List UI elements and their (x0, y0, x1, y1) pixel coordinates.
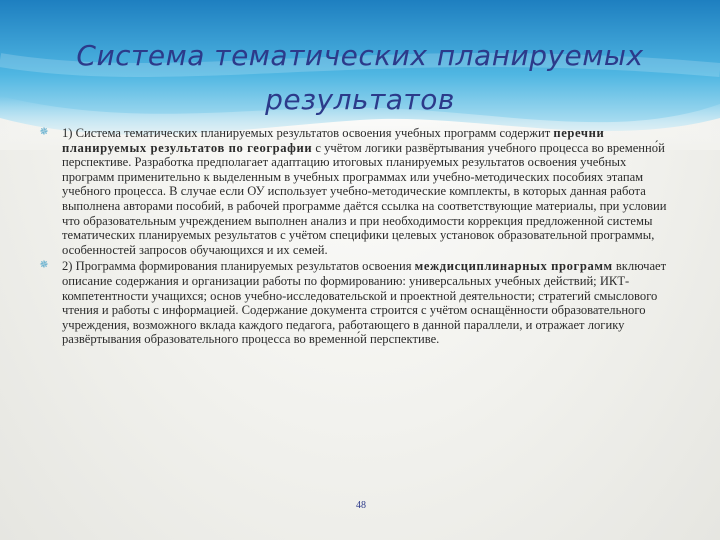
item-text-pre: 1) Система тематических планируемых результатов освоения учебных программ содержит (62, 126, 554, 140)
item-text-bold: междисциплинарных программ (414, 259, 613, 274)
list-item (38, 126, 668, 257)
page-number: 48 (356, 500, 366, 511)
item-text-bold: перечни планируемых результатов по географии (62, 126, 605, 155)
star-bullet-icon: ✵ (39, 259, 49, 272)
star-bullet-icon: ✵ (39, 126, 49, 138)
list-item (38, 259, 668, 347)
slide-content (38, 126, 668, 349)
item-text-pre: 2) Программа формирования планируемых результатов освоения (62, 259, 415, 274)
item-text-post: с учётом логики развёртывания учебного процесса во временно́й перспективе. Разработка предполагает адаптацию итоговых планируемых результатов освоения учебных программ применительно к выделенным в учебных программах или учебно-методических пособиях этапам учебного процесса. В случае если ОУ использует учебно-методические комплекты, в которых данная работа выполнена авторами пособий, в рабочей программе даётся ссылка на соответствующие материалы, при условии что образовательным учреждением выполнен анализ и при необходимости коррекция предложенной системы тематических планируемых результатов с учётом специфики целевых установок образовательной программы, особенностей запросов обучающихся и их семей. (62, 140, 667, 257)
item-text-post: включает описание содержания и организации работы по формированию: универсальных учебных действий; ИКТ-компетентности учащихся; основ учебно-исследовательской и проектной деятельности; стратегий смыслового чтения и работы с информацией. Содержание документа строится с учётом оснащённости образовательного учреждения, возможного вклада каждого педагога, работающего в данной параллели, и отражает логику развёртывания образовательного процесса во временно́й перспективе. (62, 259, 667, 347)
slide-title: Система тематических планируемых результатов (76, 39, 644, 116)
